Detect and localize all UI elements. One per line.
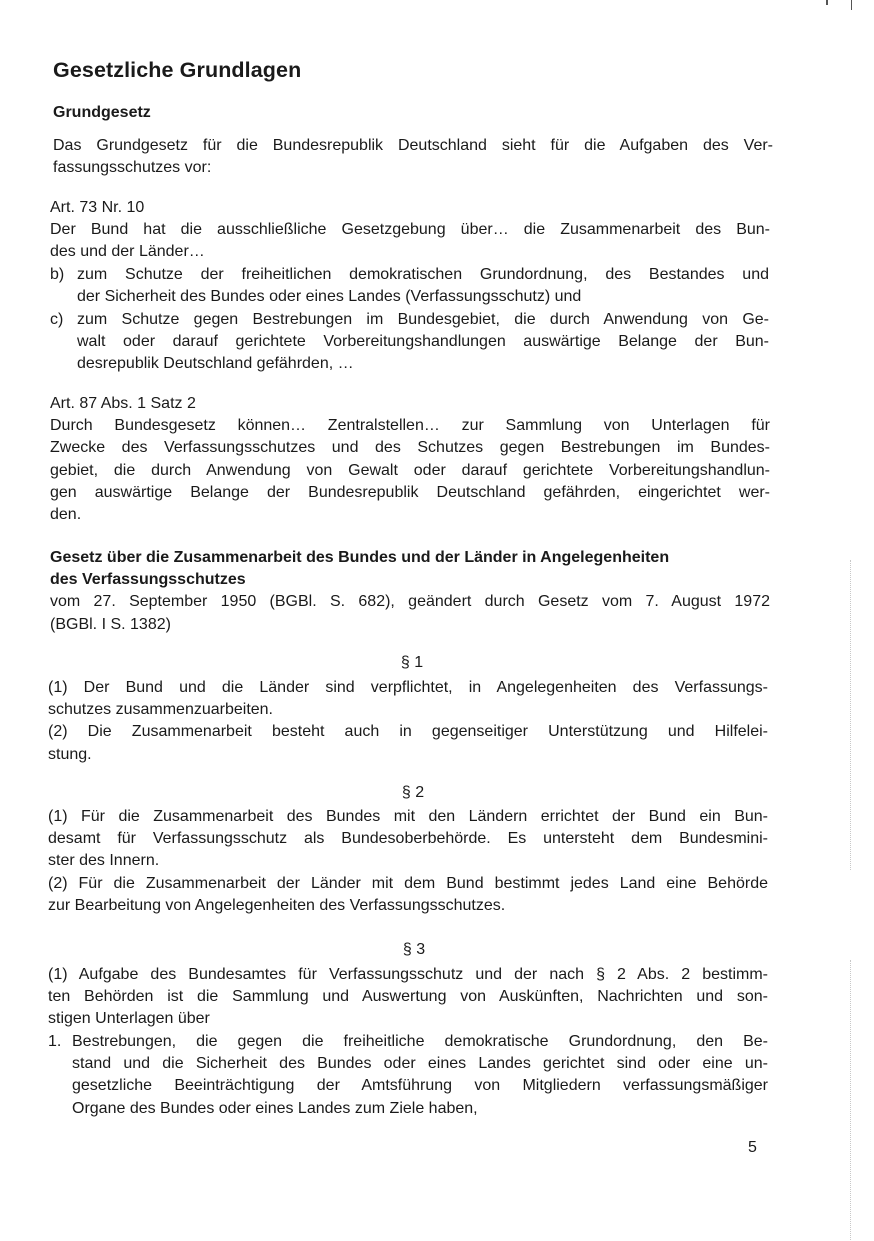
text-line: Organe des Bundes oder eines Landes zum Ziele haben, — [72, 1099, 478, 1117]
art73-block — [50, 197, 770, 264]
text-line: gesetzliche Beeinträchtigung der Amtsführung von Mitgliedern verfassungsmäßiger — [72, 1077, 768, 1095]
text-line: schutzes zusammenzuarbeiten. — [48, 701, 273, 719]
text-line: stigen Unterlagen über — [48, 1010, 210, 1028]
text-line: (1) Für die Zusammenarbeit des Bundes mit den Ländern errichtet der Bund ein Bun- — [48, 808, 768, 825]
section-3-text — [48, 964, 768, 1031]
section-mark-3: § 3 — [402, 941, 426, 958]
text-line: (2) Für die Zusammenarbeit der Länder mit dem Bund bestimmt jedes Land eine Behörde — [48, 874, 768, 892]
text-line: zum Schutze der freiheitlichen demokratischen Grundordnung, des Bestandes und — [77, 266, 769, 283]
text-line: ten Behörden ist die Sammlung und Auswertung von Auskünften, Nachrichten und son- — [48, 988, 768, 1006]
text-line: desrepublik Deutschland gefährden, … — [77, 355, 354, 373]
art87-block — [50, 393, 770, 526]
section-heading-grundgesetz: Grundgesetz — [53, 104, 151, 121]
list-label: b) — [50, 266, 65, 283]
text-line: walt oder darauf gerichtete Vorbereitungshandlungen auswärtige Belange der Bun- — [77, 333, 769, 351]
text-line: vom 27. September 1950 (BGBl. S. 682), geändert durch Gesetz vom 7. August 1972 — [50, 593, 770, 611]
article-reference: Art. 87 Abs. 1 Satz 2 — [50, 395, 196, 412]
law-block — [50, 547, 770, 636]
text-line: (1) Der Bund und die Länder sind verpflichtet, in Angelegenheiten des Verfassungs- — [48, 679, 768, 696]
text-line: Zwecke des Verfassungsschutzes und des Schutzes gegen Bestrebungen im Bundes- — [50, 439, 770, 457]
text-line: Der Bund hat die ausschließliche Gesetzgebung über… die Zusammenarbeit des Bun- — [50, 221, 770, 239]
text-line: zum Schutze gegen Bestrebungen im Bundesgebiet, die durch Anwendung von Ge- — [77, 311, 769, 328]
text-line: (2) Die Zusammenarbeit besteht auch in gegenseitiger Unterstützung und Hilfelei- — [48, 723, 768, 741]
text-line: desamt für Verfassungsschutz als Bundesoberbehörde. Es untersteht dem Bundesmini- — [48, 830, 768, 848]
text-line: (1) Aufgabe des Bundesamtes für Verfassungsschutz und der nach § 2 Abs. 2 bestimm- — [48, 966, 768, 983]
text-line: Bestrebungen, die gegen die freiheitliche demokratische Grundordnung, den Be- — [72, 1033, 768, 1050]
text-line: (BGBl. I S. 1382) — [50, 615, 171, 633]
text-line: der Sicherheit des Bundes oder eines Landes (Verfassungsschutz) und — [77, 288, 582, 306]
text-line: gen auswärtige Belange der Bundesrepublik Deutschland gefährden, eingerichtet wer- — [50, 483, 770, 501]
section-mark-2: § 2 — [401, 784, 425, 801]
scan-speck — [826, 0, 828, 5]
law-title-line: Gesetz über die Zusammenarbeit des Bundes und der Länder in Angelegenheiten — [50, 549, 670, 566]
text-line: zur Bearbeitung von Angelegenheiten des Verfassungsschutzes. — [48, 896, 506, 914]
section-1-text — [48, 677, 768, 766]
list-label: 1. — [48, 1033, 62, 1050]
text-line: Das Grundgesetz für die Bundesrepublik Deutschland sieht für die Aufgaben des Ver- — [53, 137, 773, 154]
text-line: Durch Bundesgesetz können… Zentralstellen… zur Sammlung von Unterlagen für — [50, 417, 770, 435]
text-line: ster des Innern. — [48, 852, 160, 870]
section-2-text — [48, 806, 768, 917]
text-line: des und der Länder… — [50, 243, 205, 261]
text-line: gebiet, die durch Anwendung von Gewalt oder darauf gerichtete Vorbereitungshandlun- — [50, 461, 770, 479]
scan-edge-dots — [850, 960, 851, 1240]
page-number: 5 — [748, 1139, 757, 1156]
article-reference: Art. 73 Nr. 10 — [50, 199, 145, 216]
scan-speck — [851, 0, 852, 10]
list-label: c) — [50, 311, 64, 328]
text-line: stung. — [48, 745, 92, 763]
intro-paragraph — [53, 135, 773, 179]
law-title-line: des Verfassungsschutzes — [50, 571, 246, 589]
page-title: Gesetzliche Grundlagen — [53, 58, 302, 82]
text-line: den. — [50, 506, 82, 524]
text-line: stand und die Sicherheit des Bundes oder eines Landes gerichtet sind oder eine un- — [72, 1055, 768, 1073]
section-mark-1: § 1 — [400, 654, 424, 671]
scan-edge-dots — [850, 560, 851, 870]
text-line: fassungsschutzes vor: — [53, 159, 212, 177]
